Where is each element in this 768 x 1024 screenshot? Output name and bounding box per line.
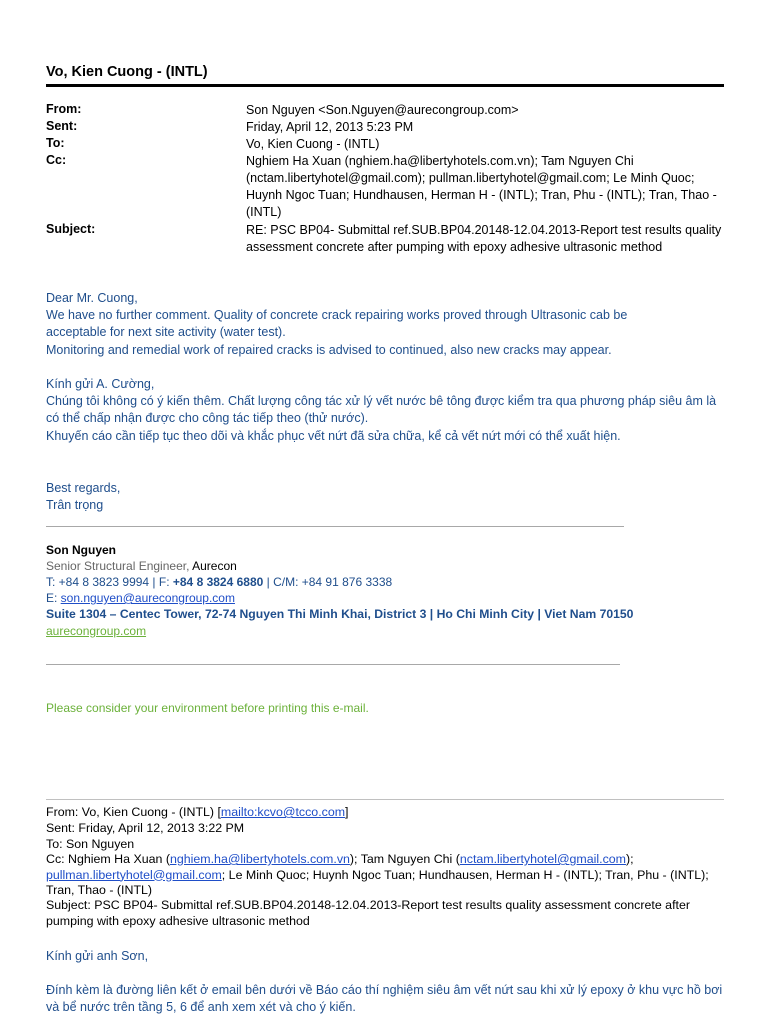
- signature-divider: [46, 526, 624, 527]
- signature-website-link[interactable]: aurecongroup.com: [46, 624, 147, 638]
- quoted-from-line: [46, 805, 736, 821]
- paragraph-vi-2: Khuyến cáo cần tiếp tục theo dõi và khắc phục vết nứt đã sửa chữa, kể cả vết nứt mới có thể xuất hiện.: [46, 429, 621, 443]
- signature-mobile: | C/M: +84 91 876 3338: [263, 575, 393, 589]
- sent-value: Friday, April 12, 2013 5:23 PM: [246, 120, 414, 134]
- quoted-greeting: Kính gửi anh Sơn,: [46, 949, 149, 963]
- sent-label: Sent:: [46, 119, 78, 133]
- quoted-cc-part-4: ; Le Minh Quoc; Huynh Ngoc Tuan; Hundhausen, Herman H - (INTL); Tran, Phu - (INTL); Tran, Thao - (INTL): [46, 867, 709, 898]
- quoted-message-divider: [46, 799, 724, 800]
- quoted-from-label: From:: [46, 805, 79, 819]
- quoted-mailto-link[interactable]: mailto:kcvo@tcco.com: [220, 805, 346, 819]
- signature-bottom-divider: [46, 664, 620, 665]
- signature-email-label: E:: [46, 591, 61, 605]
- signature-email-line: [46, 590, 235, 606]
- paragraph-en-1: We have no further comment. Quality of concrete crack repairing works proved through Ultrasonic cab be acceptable for next site activity (water test).: [46, 308, 628, 340]
- quoted-cc-label: Cc:: [46, 852, 65, 866]
- from-value: Son Nguyen <Son.Nguyen@aurecongroup.com>: [246, 103, 519, 117]
- closing-line-2: Trân trọng: [46, 498, 104, 512]
- paragraph-vi-1: Chúng tôi không có ý kiến thêm. Chất lượng công tác xử lý vết nước bê tông được kiểm tra qua phương pháp siêu âm là có thể chấp nhận được cho công tác tiếp theo (thử nước).: [46, 394, 717, 426]
- mailbox-owner-name: Vo, Kien Cuong - (INTL): [46, 64, 208, 80]
- cc-label: Cc:: [46, 153, 67, 167]
- signature-email-link[interactable]: son.nguyen@aurecongroup.com: [60, 591, 235, 605]
- quoted-cc-part-2: ); Tam Nguyen Chi (: [349, 852, 460, 866]
- signature-name: Son Nguyen: [46, 543, 117, 557]
- quoted-cc-link-2[interactable]: nctam.libertyhotel@gmail.com: [459, 852, 627, 866]
- quoted-subject-label: Subject:: [46, 898, 91, 912]
- signature-phone: T: +84 8 3823 9994 | F:: [46, 575, 173, 589]
- closing-line-1: Best regards,: [46, 481, 121, 495]
- quoted-to-value: Son Nguyen: [62, 837, 135, 851]
- to-label: To:: [46, 136, 65, 150]
- from-label: From:: [46, 102, 82, 116]
- greeting-vi: Kính gửi A. Cường,: [46, 377, 155, 391]
- signature-title: Senior Structural Engineer,: [46, 559, 193, 573]
- quoted-from-value: Vo, Kien Cuong - (INTL) [: [78, 805, 221, 819]
- subject-label: Subject:: [46, 222, 96, 236]
- quoted-sent-line: [46, 821, 736, 837]
- header-divider: [46, 84, 724, 87]
- quoted-cc-part-3: );: [626, 852, 634, 866]
- quoted-to-label: To:: [46, 837, 63, 851]
- quoted-sent-label: Sent:: [46, 821, 75, 835]
- paragraph-en-2: Monitoring and remedial work of repaired cracks is advised to continued, also new cracks may appear.: [46, 343, 612, 357]
- quoted-paragraph: Đính kèm là đường liên kết ở email bên dưới về Báo cáo thí nghiệm siêu âm vết nứt sau khi xử lý epoxy ở khu vực hồ bơi và bể nước trên tầng 5, 6 để anh xem xét và cho ý kiến.: [46, 983, 723, 1015]
- quoted-from-close: ]: [345, 805, 349, 819]
- quoted-sent-value: Friday, April 12, 2013 3:22 PM: [74, 821, 245, 835]
- quoted-cc-link-1[interactable]: nghiem.ha@libertyhotels.com.vn: [169, 852, 350, 866]
- to-value: Vo, Kien Cuong - (INTL): [246, 137, 380, 151]
- signature-fax: +84 8 3824 6880: [172, 575, 264, 589]
- signature-website-line: [46, 623, 146, 639]
- cc-value: Nghiem Ha Xuan (nghiem.ha@libertyhotels.com.vn); Tam Nguyen Chi (nctam.libertyhotel@gmail.com); pullman.libertyhotel@gmail.com; Le Minh Quoc; Huynh Ngoc Tuan; Hundhausen, Herman H - (INTL); Tran, Phu - (INTL); Tran, Thao - (INTL): [246, 154, 717, 219]
- quoted-cc-line: [46, 852, 726, 899]
- signature-company: Aurecon: [192, 559, 237, 573]
- environment-note: Please consider your environment before printing this e-mail.: [46, 701, 369, 715]
- quoted-subject-line: [46, 898, 726, 929]
- signature-title-line: [46, 558, 237, 574]
- signature-phone-line: [46, 574, 392, 590]
- quoted-subject-value: PSC BP04- Submittal ref.SUB.BP04.20148-12.04.2013-Report test results quality assessment concrete after pumping with epoxy adhesive ultrasonic method: [46, 898, 690, 928]
- greeting-en: Dear Mr. Cuong,: [46, 291, 138, 305]
- quoted-to-line: [46, 837, 736, 853]
- subject-value: RE: PSC BP04- Submittal ref.SUB.BP04.20148-12.04.2013-Report test results quality assessment concrete after pumping with epoxy adhesive ultrasonic method: [246, 223, 722, 254]
- quoted-cc-part-1: Nghiem Ha Xuan (: [64, 852, 170, 866]
- quoted-cc-link-3[interactable]: pullman.libertyhotel@gmail.com: [46, 867, 222, 882]
- signature-address: Suite 1304 – Centec Tower, 72-74 Nguyen Thi Minh Khai, District 3 | Ho Chi Minh City | Viet Nam 70150: [46, 607, 634, 621]
